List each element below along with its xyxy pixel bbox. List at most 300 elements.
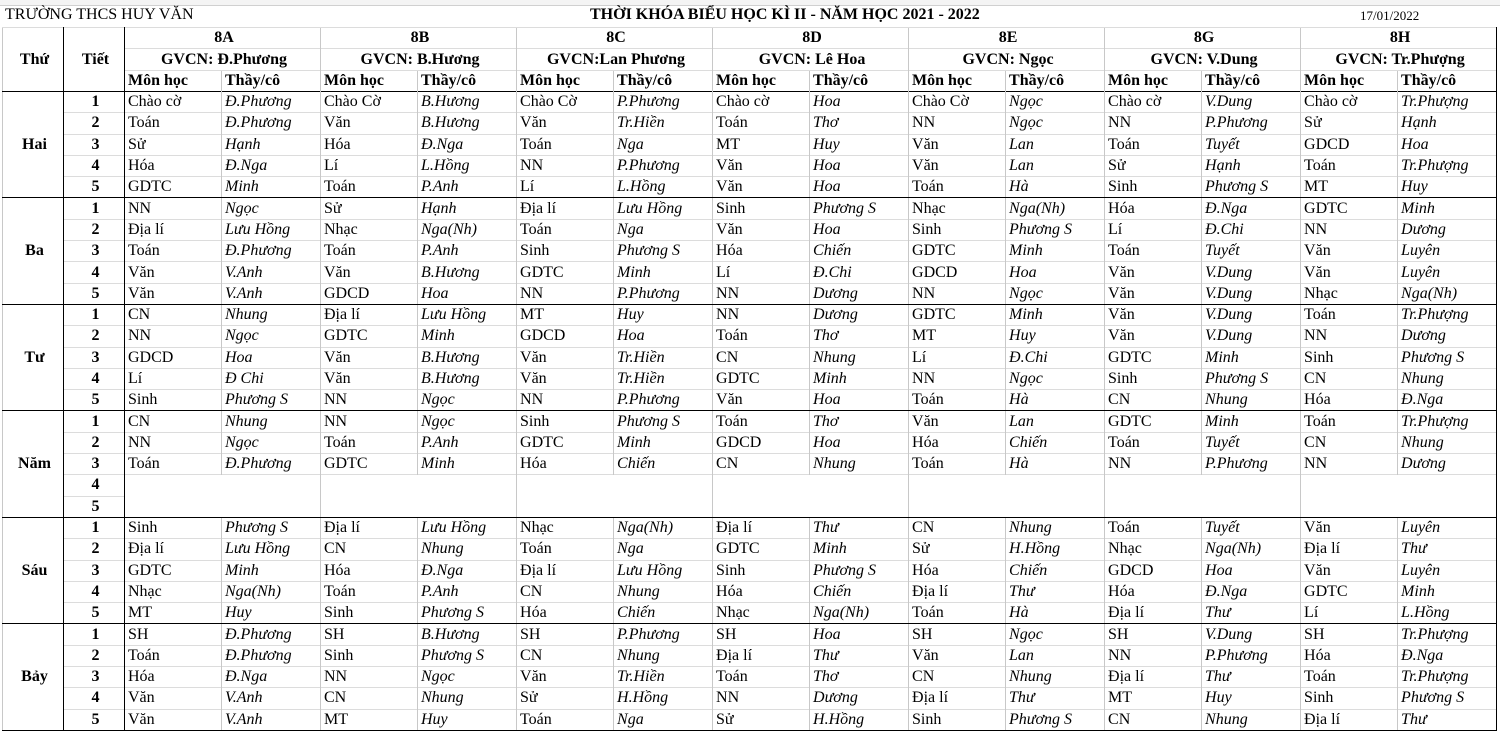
teacher-cell: Lưu Hồng xyxy=(222,219,321,240)
subject-cell: GDTC xyxy=(1105,411,1202,432)
table-row xyxy=(3,390,1497,411)
class-name-header: 8A xyxy=(125,28,321,49)
subject-cell: NN xyxy=(1301,326,1398,347)
school-name: TRƯỜNG THCS HUY VĂN xyxy=(5,6,194,23)
teacher-cell: Tuyết xyxy=(1202,517,1301,538)
table-row xyxy=(3,667,1497,688)
teacher-cell: P.Phương xyxy=(614,390,713,411)
teacher-cell: Minh xyxy=(222,177,321,198)
teacher-cell: Nga(Nh) xyxy=(614,517,713,538)
teacher-cell: Đ.Nga xyxy=(222,667,321,688)
table-row xyxy=(3,517,1497,538)
teacher-cell: V.Dung xyxy=(1202,92,1301,113)
date-label: 17/01/2022 xyxy=(1360,8,1420,23)
subject-cell: CN xyxy=(909,517,1006,538)
subject-cell: Sinh xyxy=(1105,368,1202,389)
subject-cell: Lí xyxy=(1105,219,1202,240)
teacher-cell: Hạnh xyxy=(1398,113,1497,134)
subject-cell: Văn xyxy=(517,347,614,368)
subject-cell: Toán xyxy=(1301,667,1398,688)
subject-cell: Sử xyxy=(321,198,418,219)
subject-cell: Địa lí xyxy=(517,560,614,581)
period-number: 3 xyxy=(64,347,125,368)
subject-cell: Toán xyxy=(713,113,810,134)
teacher-cell: P.Phương xyxy=(614,624,713,645)
empty-cell xyxy=(321,496,517,517)
homeroom-teacher-header: GVCN:Lan Phương xyxy=(517,49,713,71)
subject-cell: CN xyxy=(713,454,810,475)
subject-cell: Toán xyxy=(517,709,614,730)
subject-cell: GDTC xyxy=(1301,581,1398,602)
teacher-cell: H.Hồng xyxy=(614,688,713,709)
table-row xyxy=(3,262,1497,283)
period-number: 5 xyxy=(64,390,125,411)
subject-cell: CN xyxy=(517,645,614,666)
subject-cell: Lí xyxy=(713,262,810,283)
teacher-cell: Đ.Nga xyxy=(1202,198,1301,219)
subject-cell: Toán xyxy=(1301,411,1398,432)
subject-cell: CN xyxy=(1105,390,1202,411)
teacher-cell: L.Hồng xyxy=(614,177,713,198)
subject-cell: Hóa xyxy=(909,432,1006,453)
teacher-cell: Phương S xyxy=(222,517,321,538)
teacher-cell: V.Dung xyxy=(1202,304,1301,325)
teacher-cell: Nga(Nh) xyxy=(1202,539,1301,560)
teacher-cell: P.Phương xyxy=(614,283,713,304)
subject-cell: CN xyxy=(321,539,418,560)
subject-cell: Sinh xyxy=(321,603,418,624)
empty-cell xyxy=(517,475,713,496)
teacher-cell: B.Hương xyxy=(418,92,517,113)
teacher-cell: P.Phương xyxy=(1202,454,1301,475)
subject-cell: Lí xyxy=(1301,603,1398,624)
subject-cell: Hóa xyxy=(321,560,418,581)
teacher-cell: Dương xyxy=(1398,326,1497,347)
subject-cell: Lí xyxy=(321,155,418,176)
empty-cell xyxy=(1301,475,1497,496)
teacher-cell: Thư xyxy=(1398,539,1497,560)
teacher-cell: P.Anh xyxy=(418,581,517,602)
teacher-cell: Ngọc xyxy=(222,198,321,219)
teacher-cell: Hà xyxy=(1006,454,1105,475)
teacher-cell: Đ.Chi xyxy=(1006,347,1105,368)
teacher-cell: Hoa xyxy=(810,177,909,198)
subject-cell: Địa lí xyxy=(517,198,614,219)
homeroom-teacher-header: GVCN: V.Dung xyxy=(1105,49,1301,71)
teacher-cell: Hoa xyxy=(418,283,517,304)
subject-column-label: Môn học xyxy=(909,71,1006,92)
teacher-cell: B.Hương xyxy=(418,624,517,645)
teacher-cell: Minh xyxy=(222,560,321,581)
subject-cell: Văn xyxy=(1301,241,1398,262)
period-number: 1 xyxy=(64,411,125,432)
teacher-cell: Hoa xyxy=(810,624,909,645)
teacher-cell: Thư xyxy=(810,645,909,666)
subject-cell: Văn xyxy=(321,113,418,134)
teacher-cell: Dương xyxy=(1398,219,1497,240)
subject-cell: Địa lí xyxy=(1301,539,1398,560)
teacher-cell: Tr.Hiền xyxy=(614,347,713,368)
teacher-cell: Ngọc xyxy=(1006,283,1105,304)
teacher-cell: Minh xyxy=(1006,304,1105,325)
subject-cell: Nhạc xyxy=(909,198,1006,219)
teacher-cell: B.Hương xyxy=(418,113,517,134)
teacher-cell: Phương S xyxy=(1398,688,1497,709)
teacher-cell: Phương S xyxy=(1006,219,1105,240)
teacher-cell: Đ.Nga xyxy=(1398,645,1497,666)
subject-cell: GDTC xyxy=(321,326,418,347)
teacher-cell: Nhung xyxy=(222,304,321,325)
period-number: 1 xyxy=(64,92,125,113)
subject-cell: CN xyxy=(909,667,1006,688)
teacher-cell: Đ.Nga xyxy=(1202,581,1301,602)
teacher-cell: Ngọc xyxy=(418,667,517,688)
teacher-cell: Dương xyxy=(1398,454,1497,475)
day-label: Bảy xyxy=(3,624,64,730)
subject-cell: Hóa xyxy=(125,155,222,176)
subject-cell: NN xyxy=(125,326,222,347)
teacher-cell: Huy xyxy=(1202,688,1301,709)
subject-cell: Toán xyxy=(125,454,222,475)
teacher-cell: P.Anh xyxy=(418,177,517,198)
subject-cell: Hóa xyxy=(909,560,1006,581)
teacher-cell: Tr.Phượng xyxy=(1398,155,1497,176)
class-name-header: 8E xyxy=(909,28,1105,49)
empty-cell xyxy=(713,475,909,496)
table-row xyxy=(3,198,1497,219)
teacher-cell: Phương S xyxy=(614,241,713,262)
subject-cell: Chào Cờ xyxy=(909,92,1006,113)
subject-cell: GDCD xyxy=(713,432,810,453)
subject-cell: GDTC xyxy=(517,262,614,283)
subject-cell: Toán xyxy=(909,454,1006,475)
teacher-cell: Hoa xyxy=(810,92,909,113)
table-row xyxy=(3,219,1497,240)
teacher-cell: Đ.Nga xyxy=(1398,390,1497,411)
homeroom-teacher-header: GVCN: Tr.Phượng xyxy=(1301,49,1497,71)
teacher-cell: Nga(Nh) xyxy=(1006,198,1105,219)
teacher-cell: Nhung xyxy=(1398,432,1497,453)
teacher-cell: Huy xyxy=(810,134,909,155)
period-number: 1 xyxy=(64,517,125,538)
subject-cell: Địa lí xyxy=(909,581,1006,602)
teacher-cell: B.Hương xyxy=(418,262,517,283)
teacher-cell: B.Hương xyxy=(418,347,517,368)
table-row xyxy=(3,645,1497,666)
subject-cell: Nhạc xyxy=(713,603,810,624)
subject-cell: Sinh xyxy=(909,709,1006,730)
subject-cell: MT xyxy=(321,709,418,730)
teacher-cell: Nga(Nh) xyxy=(1398,283,1497,304)
teacher-cell: Luyên xyxy=(1398,241,1497,262)
teacher-cell: Phương S xyxy=(1006,709,1105,730)
period-number: 3 xyxy=(64,134,125,155)
teacher-cell: Nga(Nh) xyxy=(810,603,909,624)
teacher-cell: Đ.Phương xyxy=(222,645,321,666)
subject-cell: MT xyxy=(713,134,810,155)
subject-cell: Hóa xyxy=(321,134,418,155)
period-number: 2 xyxy=(64,219,125,240)
period-number: 5 xyxy=(64,177,125,198)
day-label: Tư xyxy=(3,304,64,410)
teacher-cell: Đ.Nga xyxy=(222,155,321,176)
teacher-cell: Đ.Chi xyxy=(1202,219,1301,240)
subject-cell: Sử xyxy=(517,688,614,709)
teacher-cell: Chiến xyxy=(1006,560,1105,581)
teacher-cell: Huy xyxy=(1398,177,1497,198)
teacher-cell: Nhung xyxy=(1202,709,1301,730)
teacher-cell: Hạnh xyxy=(1202,155,1301,176)
teacher-cell: Ngọc xyxy=(222,432,321,453)
teacher-cell: V.Dung xyxy=(1202,262,1301,283)
subject-cell: MT xyxy=(1301,177,1398,198)
subject-cell: Văn xyxy=(321,368,418,389)
subject-cell: Toán xyxy=(1301,304,1398,325)
teacher-cell: Lưu Hồng xyxy=(614,560,713,581)
teacher-cell: Nga(Nh) xyxy=(418,219,517,240)
period-number: 4 xyxy=(64,368,125,389)
subject-cell: Địa lí xyxy=(713,645,810,666)
subject-cell: SH xyxy=(909,624,1006,645)
teacher-cell: Tuyết xyxy=(1202,134,1301,155)
teacher-cell: P.Anh xyxy=(418,241,517,262)
teacher-cell: Ngọc xyxy=(1006,368,1105,389)
table-row xyxy=(3,624,1497,645)
table-row xyxy=(3,326,1497,347)
table-row xyxy=(3,304,1497,325)
subject-cell: MT xyxy=(125,603,222,624)
teacher-cell: B.Hương xyxy=(418,368,517,389)
period-number: 1 xyxy=(64,198,125,219)
teacher-cell: Thư xyxy=(1006,688,1105,709)
empty-cell xyxy=(125,496,321,517)
teacher-cell: Minh xyxy=(810,539,909,560)
subject-cell: Toán xyxy=(321,432,418,453)
subject-cell: NN xyxy=(125,432,222,453)
period-number: 3 xyxy=(64,241,125,262)
teacher-cell: Phương S xyxy=(418,603,517,624)
subject-cell: CN xyxy=(517,581,614,602)
subject-column-label: Môn học xyxy=(125,71,222,92)
period-number: 2 xyxy=(64,539,125,560)
teacher-cell: Minh xyxy=(1398,198,1497,219)
teacher-cell: Thư xyxy=(1202,667,1301,688)
period-number: 5 xyxy=(64,603,125,624)
subject-cell: CN xyxy=(1105,709,1202,730)
empty-cell xyxy=(909,475,1105,496)
teacher-column-label: Thầy/cô xyxy=(1006,71,1105,92)
subject-cell: GDTC xyxy=(909,304,1006,325)
teacher-cell: V.Anh xyxy=(222,688,321,709)
subject-cell: Nhạc xyxy=(1105,539,1202,560)
day-column-header: Thứ xyxy=(3,28,64,92)
teacher-cell: Huy xyxy=(614,304,713,325)
teacher-cell: V.Dung xyxy=(1202,283,1301,304)
teacher-cell: Phương S xyxy=(1202,177,1301,198)
table-row xyxy=(3,709,1497,730)
subject-cell: Nhạc xyxy=(125,581,222,602)
subject-cell: Văn xyxy=(909,645,1006,666)
period-number: 1 xyxy=(64,624,125,645)
teacher-cell: Nhung xyxy=(418,539,517,560)
subject-column-label: Môn học xyxy=(1105,71,1202,92)
subject-cell: Văn xyxy=(125,688,222,709)
subject-cell: Lí xyxy=(909,347,1006,368)
subject-cell: Địa lí xyxy=(321,517,418,538)
subject-cell: NN xyxy=(713,304,810,325)
subject-cell: Lí xyxy=(517,177,614,198)
table-row xyxy=(3,560,1497,581)
period-number: 4 xyxy=(64,155,125,176)
subject-cell: Chào cờ xyxy=(1105,92,1202,113)
subject-cell: Văn xyxy=(1105,326,1202,347)
teacher-column-label: Thầy/cô xyxy=(1398,71,1497,92)
table-row xyxy=(3,113,1497,134)
teacher-cell: Đ.Nga xyxy=(418,560,517,581)
period-number: 2 xyxy=(64,432,125,453)
period-number: 3 xyxy=(64,560,125,581)
subject-cell: Văn xyxy=(713,390,810,411)
subject-cell: Toán xyxy=(125,113,222,134)
period-number: 1 xyxy=(64,304,125,325)
subject-cell: Văn xyxy=(125,283,222,304)
teacher-cell: V.Anh xyxy=(222,709,321,730)
subject-cell: Văn xyxy=(1301,517,1398,538)
subject-column-label: Môn học xyxy=(517,71,614,92)
teacher-cell: Nhung xyxy=(810,347,909,368)
teacher-cell: Lan xyxy=(1006,155,1105,176)
class-name-header: 8C xyxy=(517,28,713,49)
subject-cell: NN xyxy=(517,155,614,176)
homeroom-teacher-header: GVCN: Đ.Phương xyxy=(125,49,321,71)
subject-cell: Toán xyxy=(713,411,810,432)
subject-cell: Văn xyxy=(1301,262,1398,283)
day-label: Năm xyxy=(3,411,64,517)
subject-cell: GDTC xyxy=(1301,198,1398,219)
teacher-cell: Tr.Hiền xyxy=(614,368,713,389)
subject-cell: Toán xyxy=(517,539,614,560)
teacher-cell: Hà xyxy=(1006,177,1105,198)
empty-cell xyxy=(517,496,713,517)
table-row xyxy=(3,475,1497,496)
teacher-cell: P.Phương xyxy=(614,155,713,176)
subject-cell: Địa lí xyxy=(321,304,418,325)
teacher-cell: Lưu Hồng xyxy=(614,198,713,219)
teacher-cell: Thư xyxy=(1006,581,1105,602)
teacher-cell: Nga xyxy=(614,709,713,730)
teacher-cell: Huy xyxy=(222,603,321,624)
empty-cell xyxy=(713,496,909,517)
subject-cell: Chào Cờ xyxy=(517,92,614,113)
subject-cell: Hóa xyxy=(1301,390,1398,411)
subject-cell: CN xyxy=(321,688,418,709)
subject-column-label: Môn học xyxy=(1301,71,1398,92)
subject-cell: Chào cờ xyxy=(1301,92,1398,113)
teacher-cell: Đ.Phương xyxy=(222,113,321,134)
teacher-cell: Hoa xyxy=(1398,134,1497,155)
subject-cell: Sinh xyxy=(909,219,1006,240)
subject-cell: SH xyxy=(125,624,222,645)
teacher-cell: L.Hồng xyxy=(1398,603,1497,624)
teacher-cell: Tr.Phượng xyxy=(1398,304,1497,325)
teacher-cell: Tuyết xyxy=(1202,432,1301,453)
class-name-header: 8D xyxy=(713,28,909,49)
subject-cell: Sinh xyxy=(125,390,222,411)
subject-cell: Toán xyxy=(713,326,810,347)
teacher-cell: Hoa xyxy=(810,390,909,411)
teacher-cell: Hoa xyxy=(810,219,909,240)
subject-cell: Hóa xyxy=(713,581,810,602)
subject-cell: Toán xyxy=(125,241,222,262)
period-column-header: Tiết xyxy=(64,28,125,92)
teacher-cell: Minh xyxy=(418,326,517,347)
subject-cell: Chào cờ xyxy=(713,92,810,113)
subject-cell: Văn xyxy=(1105,283,1202,304)
subject-cell: Địa lí xyxy=(125,539,222,560)
subject-cell: CN xyxy=(125,304,222,325)
day-label: Hai xyxy=(3,92,64,198)
subject-cell: Hóa xyxy=(517,603,614,624)
teacher-cell: Ngọc xyxy=(1006,624,1105,645)
teacher-cell: Chiến xyxy=(810,241,909,262)
teacher-cell: Minh xyxy=(1202,347,1301,368)
teacher-cell: Lưu Hồng xyxy=(418,517,517,538)
subject-cell: Toán xyxy=(517,219,614,240)
teacher-cell: Nga xyxy=(614,219,713,240)
subject-cell: Địa lí xyxy=(909,688,1006,709)
subject-cell: CN xyxy=(713,347,810,368)
empty-cell xyxy=(1105,475,1301,496)
teacher-cell: Chiến xyxy=(810,581,909,602)
teacher-cell: Tr.Phượng xyxy=(1398,624,1497,645)
teacher-cell: Thơ xyxy=(810,326,909,347)
timetable xyxy=(2,27,1497,731)
teacher-cell: Ngọc xyxy=(418,411,517,432)
table-row xyxy=(3,539,1497,560)
subject-cell: Địa lí xyxy=(713,517,810,538)
table-row xyxy=(3,496,1497,517)
subject-cell: CN xyxy=(1301,432,1398,453)
teacher-cell: Thư xyxy=(1202,603,1301,624)
table-row xyxy=(3,241,1497,262)
subject-column-label: Môn học xyxy=(713,71,810,92)
subject-cell: Lí xyxy=(125,368,222,389)
teacher-cell: Nga xyxy=(614,539,713,560)
subject-cell: Văn xyxy=(713,177,810,198)
subject-cell: Sinh xyxy=(125,517,222,538)
teacher-cell: V.Anh xyxy=(222,262,321,283)
table-row xyxy=(3,432,1497,453)
teacher-cell: Ngọc xyxy=(1006,113,1105,134)
subject-cell: NN xyxy=(321,667,418,688)
subject-cell: Hóa xyxy=(1301,645,1398,666)
subject-cell: Hóa xyxy=(125,667,222,688)
teacher-cell: Ngọc xyxy=(1006,92,1105,113)
teacher-cell: Tr.Phượng xyxy=(1398,411,1497,432)
subject-cell: Sinh xyxy=(517,411,614,432)
table-row xyxy=(3,454,1497,475)
subject-cell: Sử xyxy=(1105,155,1202,176)
teacher-column-label: Thầy/cô xyxy=(418,71,517,92)
period-number: 5 xyxy=(64,283,125,304)
teacher-cell: Ngọc xyxy=(418,390,517,411)
subject-cell: Toán xyxy=(713,667,810,688)
subject-cell: NN xyxy=(909,113,1006,134)
homeroom-teacher-header: GVCN: Lê Hoa xyxy=(713,49,909,71)
teacher-cell: Hà xyxy=(1006,603,1105,624)
subject-cell: SH xyxy=(321,624,418,645)
subject-cell: CN xyxy=(1301,368,1398,389)
